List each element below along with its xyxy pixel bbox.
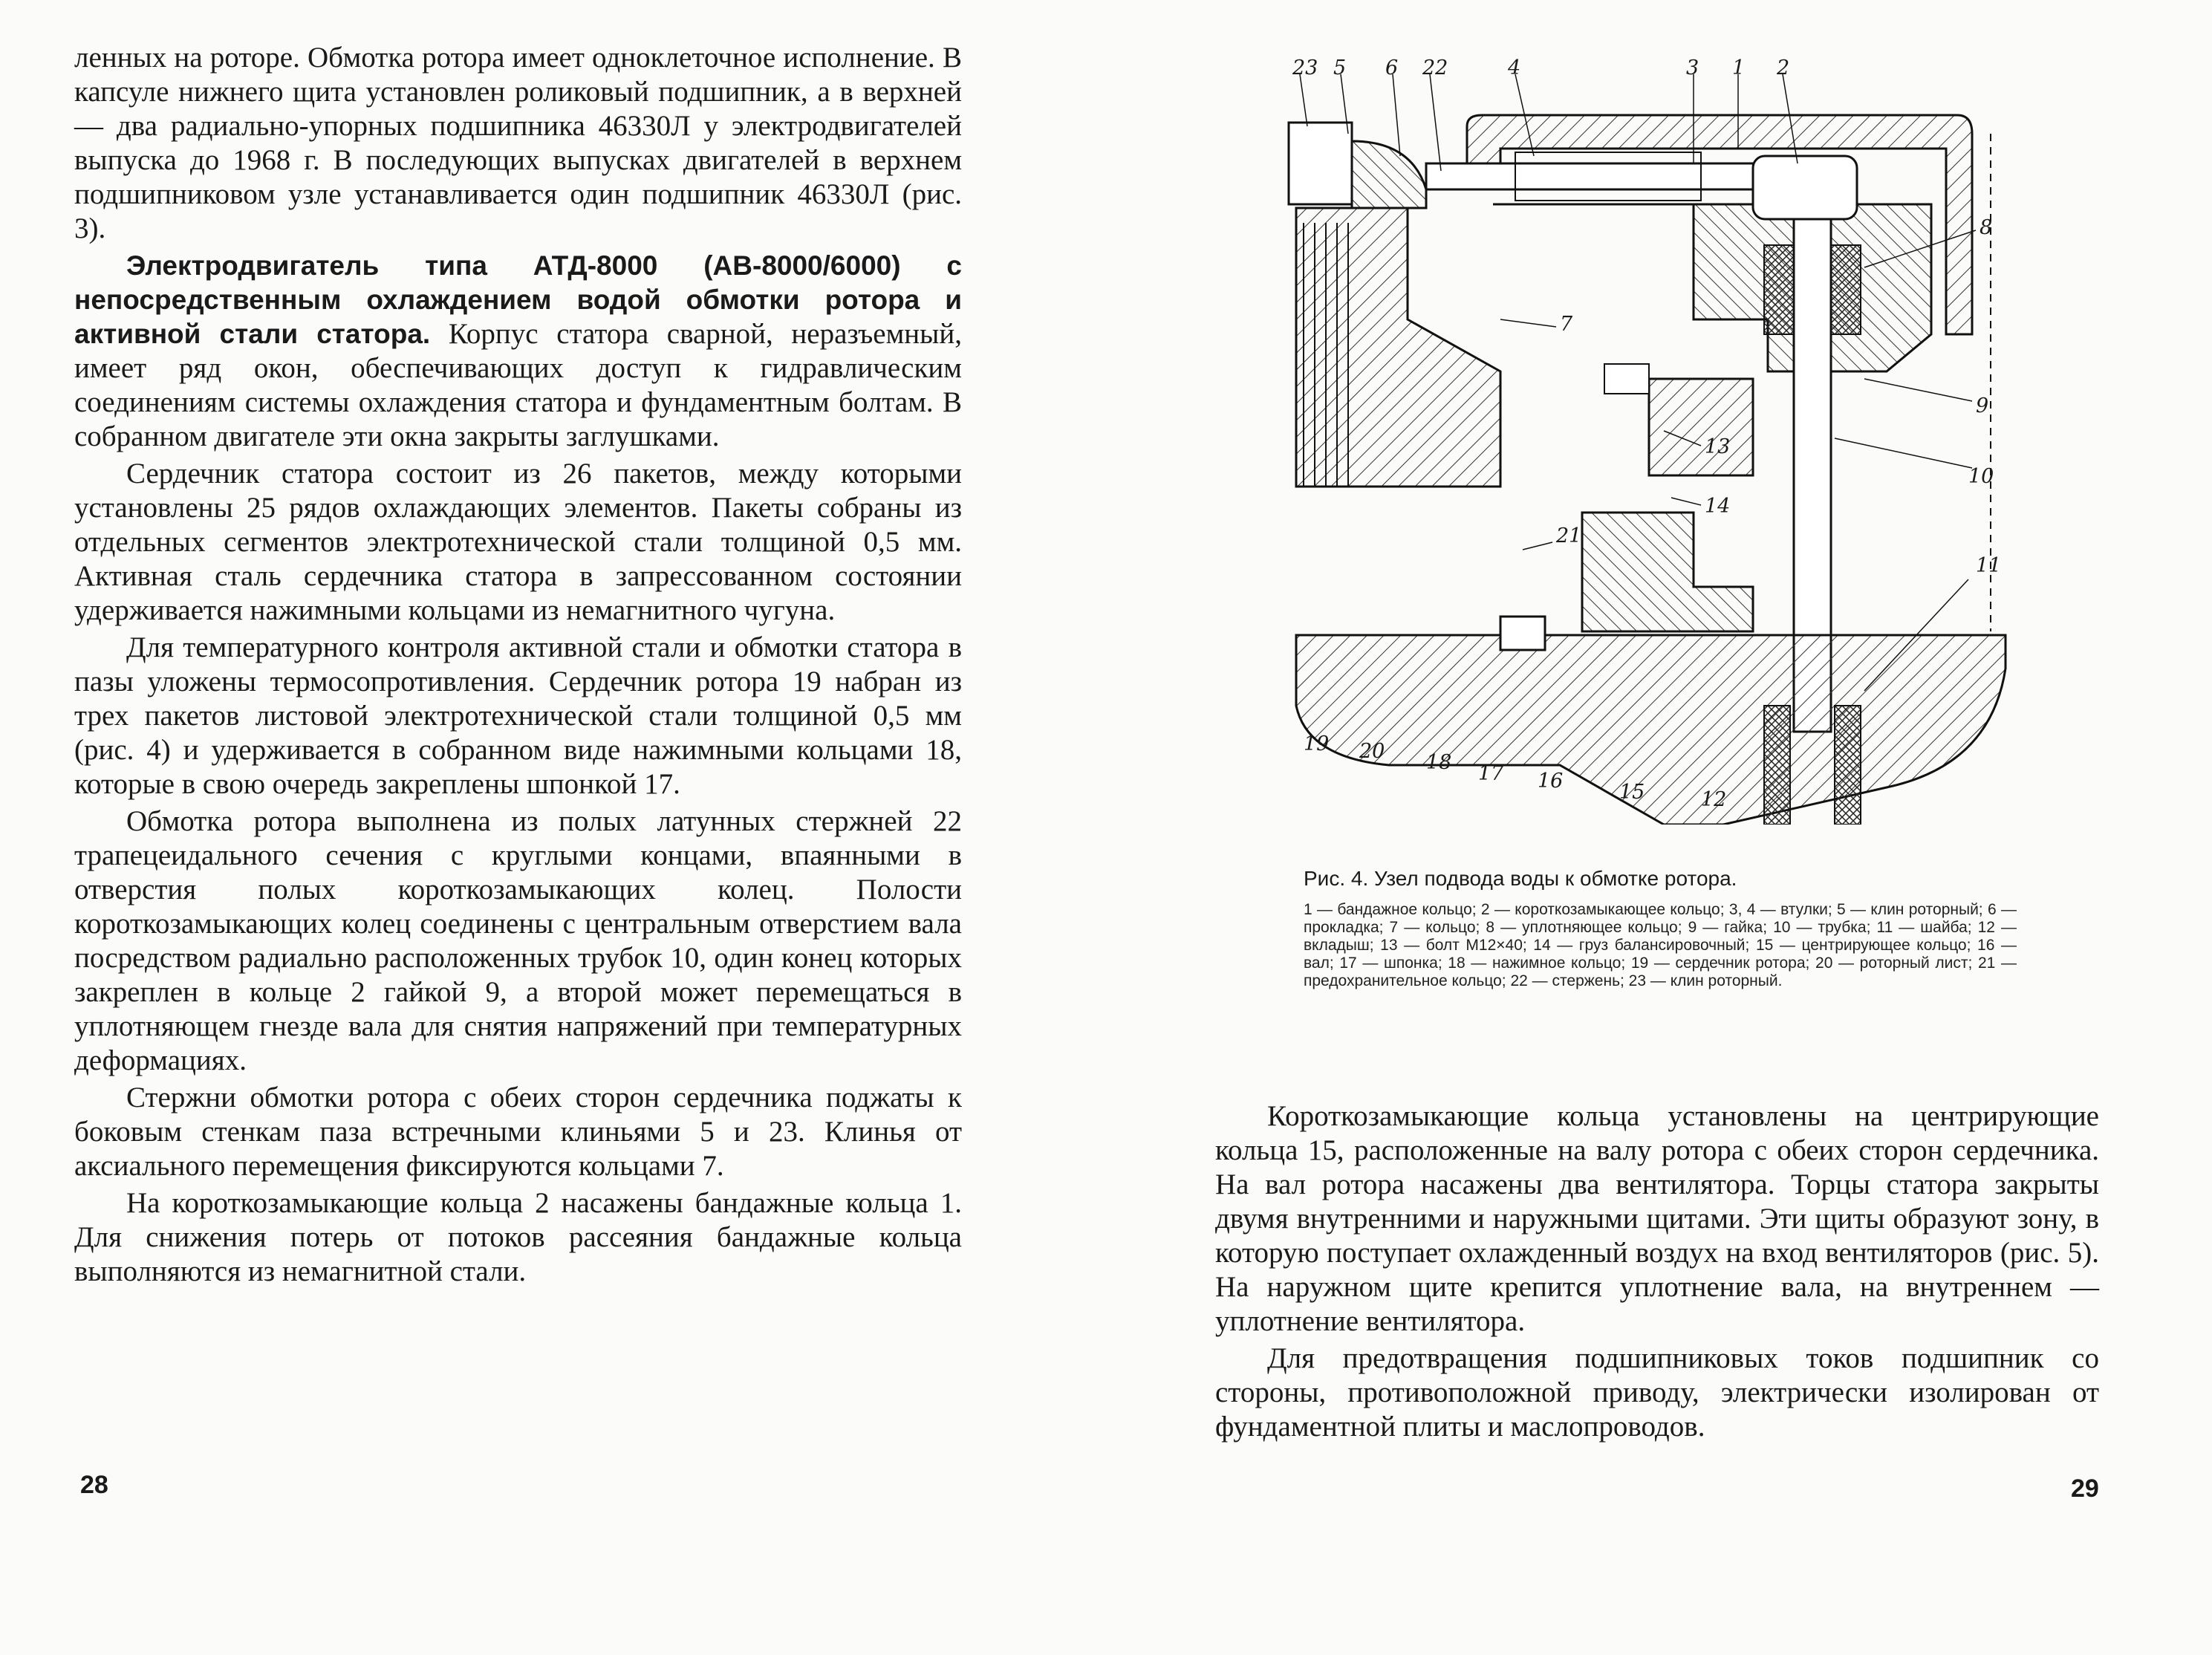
fig-label-12: 12 [1701, 788, 1727, 811]
fig-label-10: 10 [1968, 465, 1994, 488]
right-page-text [1215, 1099, 2099, 1447]
fig-label-6: 6 [1385, 56, 1399, 79]
rotor-assembly-drawing [1278, 52, 2050, 825]
figure-top-labels [1292, 56, 1789, 79]
fig-label-23: 23 [1292, 56, 1318, 79]
fig-label-18: 18 [1426, 751, 1452, 774]
fig-label-8: 8 [1980, 216, 1993, 239]
left-paragraph-6: Стержни обмотки ротора с обеих сторон сердечника поджаты к боковым стенкам паза встречными клиньями 5 и 23. Клинья от аксиального перемещения фиксируются кольцами 7. [74, 1082, 962, 1182]
key-shape [1500, 617, 1545, 650]
fig-label-5: 5 [1333, 56, 1347, 79]
fig-label-21: 21 [1556, 524, 1582, 547]
fig-label-14: 14 [1705, 495, 1731, 518]
fig-label-22: 22 [1422, 56, 1448, 79]
fig-label-2: 2 [1777, 56, 1790, 79]
rotor-bar-shape [1289, 123, 1352, 204]
fig-label-1: 1 [1732, 56, 1746, 79]
fig-label-9: 9 [1976, 394, 1989, 417]
left-paragraph-5: Обмотка ротора выполнена из полых латунных стержней 22 трапецеидального сечения с круглыми концами, впаянными в отверстия полых короткозамыкающих колец. Полости короткозамыкающих колец соединены с центральным отверстием вала посредством радиально расположенных трубок 10, один конец которых закреплен в кольце 2 гайкой 9, а второй может перемещаться в уплотняющем гнезде вала для снятия напряжений при температурных деформациях. [74, 805, 962, 1076]
fig-label-15: 15 [1619, 781, 1645, 804]
right-paragraph-1: Короткозамыкающие кольца установлены на центрирующие кольца 15, расположенные на валу ротора с обеих сторон сердечника. На вал ротора насажены два вентилятора. Торцы статора закрыты двумя внутренними и наружными щитами. Эти щиты образуют зону, в которую поступает охлажденный воздух на вход вентиляторов (рис. 5). На наружном щите крепится уплотнение вала, на внутреннем — уплотнение вентилятора. [1215, 1100, 2099, 1337]
fig-label-11: 11 [1976, 554, 2002, 577]
insert-shape [1764, 706, 1790, 825]
centering-ring-shape [1582, 513, 1753, 631]
left-paragraph-2-body: Корпус статора сварной, неразъемный, имеет ряд окон, обеспечивающих доступ к гидравлическим соединениям системы охлаждения статора и фундаментным болтам. В собранном двигателе эти окна закрыты заглушками. [74, 318, 962, 452]
rotor-core-shape [1296, 208, 1500, 487]
page-number-left: 28 [80, 1471, 108, 1499]
figure-caption-title: Рис. 4. Узел подвода воды к обмотке ротора. [1304, 867, 1737, 890]
shaft-shape [1296, 635, 2006, 825]
left-paragraph-7: На короткозамыкающие кольца 2 насажены бандажные кольца 1. Для снижения потерь от потоков рассеяния бандажные кольца выполняются из немагнитной стали. [74, 1187, 962, 1287]
balancing-weight-shape [1649, 379, 1753, 475]
short-circuit-ring-shape [1493, 204, 1931, 371]
fig-label-3: 3 [1686, 56, 1699, 79]
left-paragraph-3: Сердечник статора состоит из 26 пакетов, между которыми установлены 25 рядов охлаждающих элементов. Пакеты собраны из отдельных сегментов электротехнической стали толщиной 0,5 мм. Активная сталь сердечника статора в запрессованном состоянии удерживается нажимными кольцами из немагнитного чугуна. [74, 458, 962, 626]
fig-label-20: 20 [1359, 740, 1385, 763]
fig-label-7: 7 [1560, 313, 1573, 336]
fig-label-16: 16 [1538, 770, 1564, 793]
left-paragraph-4: Для температурного контроля активной стали и обмотки статора в пазы уложены термосопротивления. Сердечник ротора 19 набран из трех пакетов листовой электротехнической стали толщиной 0,5 мм (рис. 4) и удерживается в собранном виде нажимными кольцами 18, которые в свою очередь закреплены шпонкой 17. [74, 631, 962, 800]
fig-label-4: 4 [1508, 56, 1521, 79]
page-number-right: 29 [2071, 1474, 2099, 1503]
fig-label-17: 17 [1478, 762, 1504, 785]
section-heading-atd8000: Электродвигатель типа АТД-8000 (АВ-8000/6000) с непосредственным охлаждением водой обмотки ротора и активной стали статора. [74, 250, 962, 349]
nut-shape [1753, 156, 1857, 219]
left-paragraph-2 [74, 249, 962, 454]
right-paragraph-2: Для предотвращения подшипниковых токов подшипник со стороны, противоположной приводу, электрически изолирован от фундаментной плиты и маслопроводов. [1215, 1342, 2099, 1443]
fig-label-13: 13 [1705, 435, 1731, 458]
figure-rotor-water-supply [1278, 52, 2050, 825]
figure-caption-legend: 1 — бандажное кольцо; 2 — короткозамыкающее кольцо; 3, 4 — втулки; 5 — клин роторный; 6 — прокладка; 7 — кольцо; 8 — уплотняющее кольцо; 9 — гайка; 10 — трубка; 11 — шайба; 12 — вкладыш; 13 — болт М12×40; 14 — груз балансировочный; 15 — центрирующее кольцо; 16 — вал; 17 — шпонка; 18 — нажимное кольцо; 19 — сердечник ротора; 20 — роторный лист; 21 — предохранительное кольцо; 22 — стержень; 23 — клин роторный. [1304, 901, 2017, 989]
tube-horizontal-shape [1426, 163, 1760, 189]
fig-label-19: 19 [1304, 732, 1330, 755]
left-paragraph-1: ленных на роторе. Обмотка ротора имеет одноклеточное исполнение. В капсуле нижнего щита установлен роликовый подшипник, а в верхней — два радиально-упорных подшипника 46330Л у электродвигателей выпуска до 1968 г. В последующих выпусках двигателей в верхнем подшипниковом узле устанавливается один подшипник 46330Л (рис. 3). [74, 42, 962, 244]
left-page-text [74, 41, 962, 1292]
figure-right-labels [1968, 216, 2001, 577]
